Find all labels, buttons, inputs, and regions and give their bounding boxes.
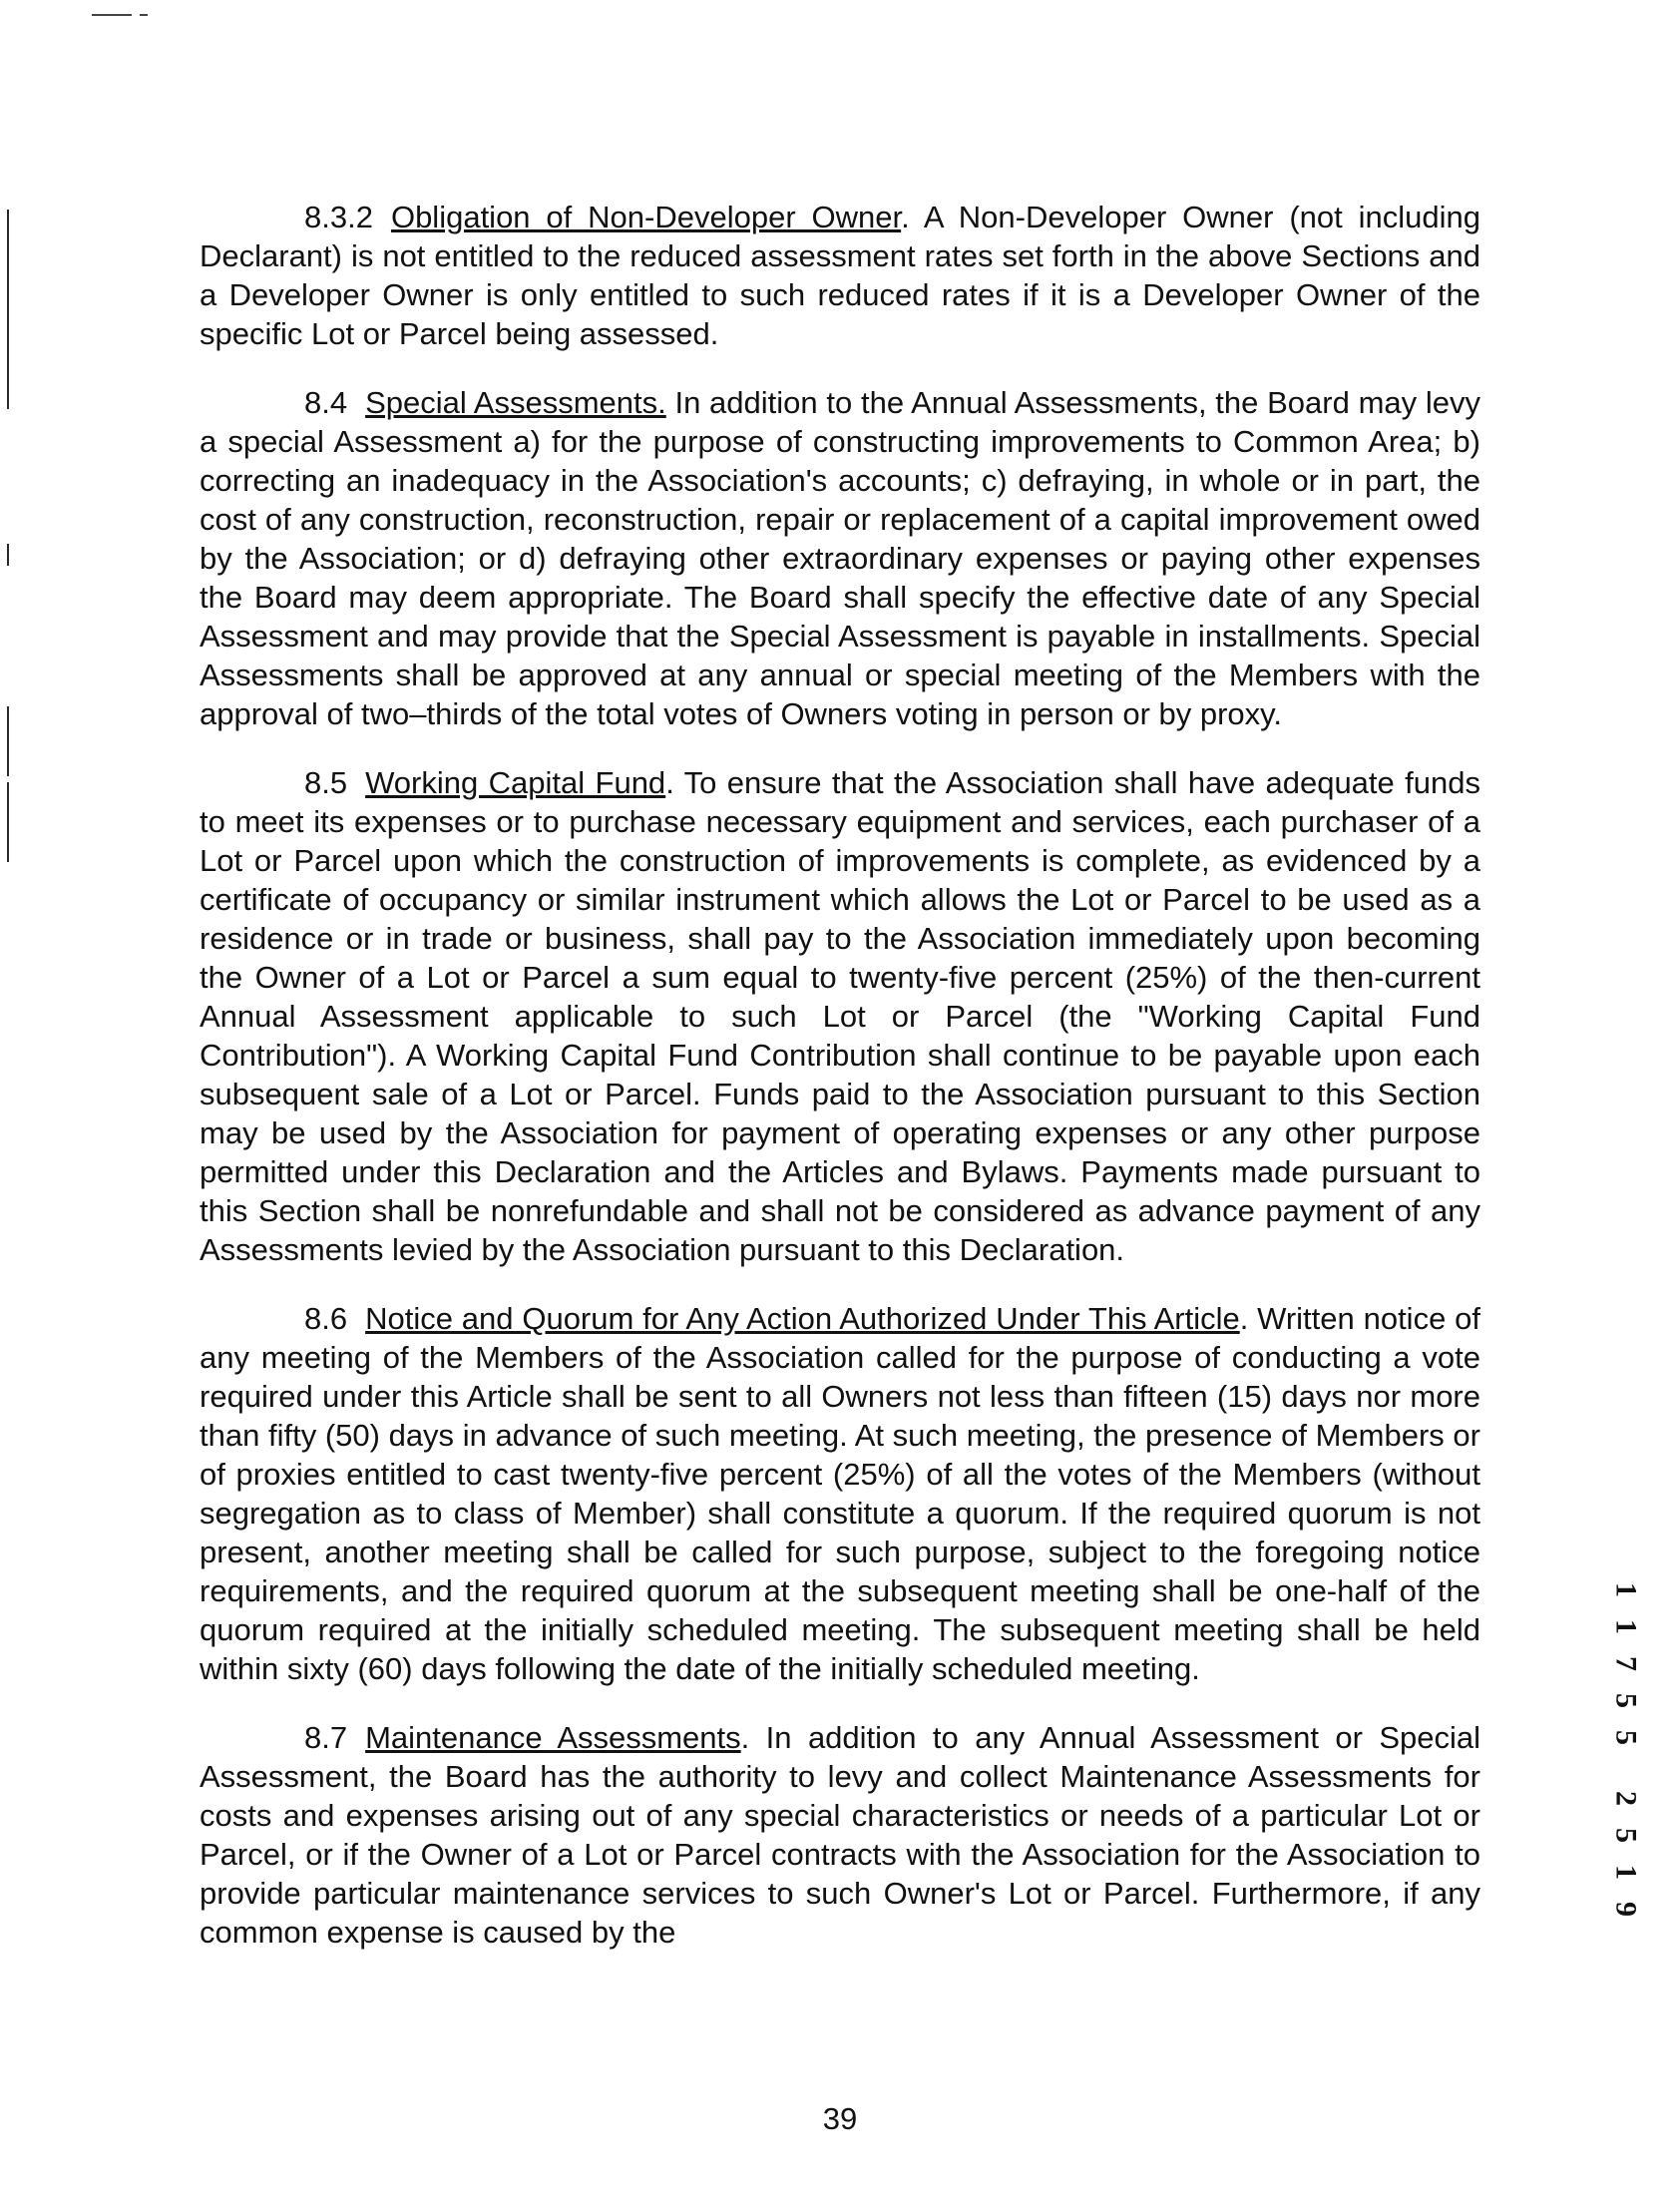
section-body: . In addition to any Annual Assessment or Special Assessment, the Board has the authority to levy and collect Maintenance Assessments for costs and expenses arising out of any special characteristics or needs of a particular Lot or Parcel, or if the Owner of a Lot or Parcel contracts with the Association for the Association to provide particular maintenance services to such Owner's Lot or Parcel. Furthermore, if any common expense is caused by the	[200, 1720, 1480, 1950]
section-body: In addition to the Annual Assessments, the Board may levy a special Assessment a) for the purpose of constructing improvements to Common Area; b) correcting an inadequacy in the Association's accounts; c) defraying, in whole or in part, the cost of any construction, reconstruction, repair or replacement of a capital improvement owed by the Association; or d) defraying other extraordinary expenses or paying other expenses the Board may deem appropriate. The Board shall specify the effective date of any Special Assessment and may provide that the Special Assessment is payable in installments. Special Assessments shall be approved at any annual or special meeting of the Members with the approval of two–thirds of the total votes of Owners voting in person or by proxy.	[200, 385, 1480, 731]
section-8-5	[200, 763, 1480, 1269]
revision-bar	[7, 544, 9, 566]
stamp-digit: 5	[1609, 1828, 1643, 1843]
section-heading: Obligation of Non-Developer Owner	[390, 200, 902, 234]
section-body: . To ensure that the Association shall have adequate funds to meet its expenses or to purchase necessary equipment and services, each purchaser of a Lot or Parcel upon which the construction of improvements is complete, as evidenced by a certificate of occupancy or similar instrument which allows the Lot or Parcel to be used as a residence or in trade or business, shall pay to the Association immediately upon becoming the Owner of a Lot or Parcel a sum equal to twenty-five percent (25%) of the then-current Annual Assessment applicable to such Lot or Parcel (the "Working Capital Fund Contribution"). A Working Capital Fund Contribution shall continue to be payable upon each subsequent sale of a Lot or Parcel. Funds paid to the Association pursuant to this Section may be used by the Association for payment of operating expenses or any other purpose permitted under this Declaration and the Articles and Bylaws. Payments made pursuant to this Section shall be nonrefundable and shall not be considered as advance payment of any Assessments levied by the Association pursuant to this Declaration.	[200, 765, 1481, 1267]
stamp-digit: 7	[1609, 1656, 1643, 1671]
page-number: 39	[822, 2101, 858, 2136]
stamp-digit: 9	[1609, 1902, 1643, 1917]
scan-artifact	[92, 14, 132, 16]
recording-stamp	[1606, 1571, 1646, 1928]
document-body	[200, 198, 1480, 1982]
section-8-3-2	[200, 198, 1480, 353]
section-number: 8.3.2	[304, 200, 373, 234]
section-number: 8.7	[304, 1720, 348, 1755]
section-heading: Notice and Quorum for Any Action Authorized Under This Article	[365, 1301, 1240, 1336]
stamp-digit: 5	[1609, 1693, 1643, 1708]
stamp-digit: 1	[1609, 1865, 1643, 1880]
section-8-7	[200, 1718, 1480, 1952]
section-body: . A Non-Developer Owner (not including Declarant) is not entitled to the reduced assessment rates set forth in the above Sections and a Developer Owner is only entitled to such reduced rates if it is a Developer Owner of the specific Lot or Parcel being assessed.	[200, 200, 1481, 351]
section-8-6	[200, 1299, 1480, 1688]
stamp-digit: 1	[1609, 1582, 1643, 1597]
stamp-digit: 2	[1609, 1791, 1643, 1806]
scan-artifact	[140, 14, 148, 16]
section-heading: Working Capital Fund	[365, 765, 666, 800]
stamp-digit: 1	[1609, 1619, 1643, 1634]
section-body: . Written notice of any meeting of the Members of the Association called for the purpose of conducting a vote required under this Article shall be sent to all Owners not less than fifteen (15) days nor more than fifty (50) days in advance of such meeting. At such meeting, the presence of Members or of proxies entitled to cast twenty-five percent (25%) of all the votes of the Members (without segregation as to class of Member) shall constitute a quorum. If the required quorum is not present, another meeting shall be called for such purpose, subject to the foregoing notice requirements, and the required quorum at the subsequent meeting shall be one-half of the quorum required at the initially scheduled meeting. The subsequent meeting shall be held within sixty (60) days following the date of the initially scheduled meeting.	[200, 1301, 1480, 1686]
revision-bar	[7, 210, 9, 409]
revision-bar	[7, 706, 9, 776]
stamp-digit: 5	[1609, 1730, 1643, 1745]
section-heading: Maintenance Assessments	[365, 1720, 741, 1755]
section-number: 8.4	[304, 385, 348, 420]
section-number: 8.6	[304, 1301, 348, 1336]
revision-bar	[7, 782, 9, 862]
section-8-4	[200, 383, 1480, 733]
section-heading: Special Assessments.	[365, 385, 666, 420]
section-number: 8.5	[304, 765, 348, 800]
